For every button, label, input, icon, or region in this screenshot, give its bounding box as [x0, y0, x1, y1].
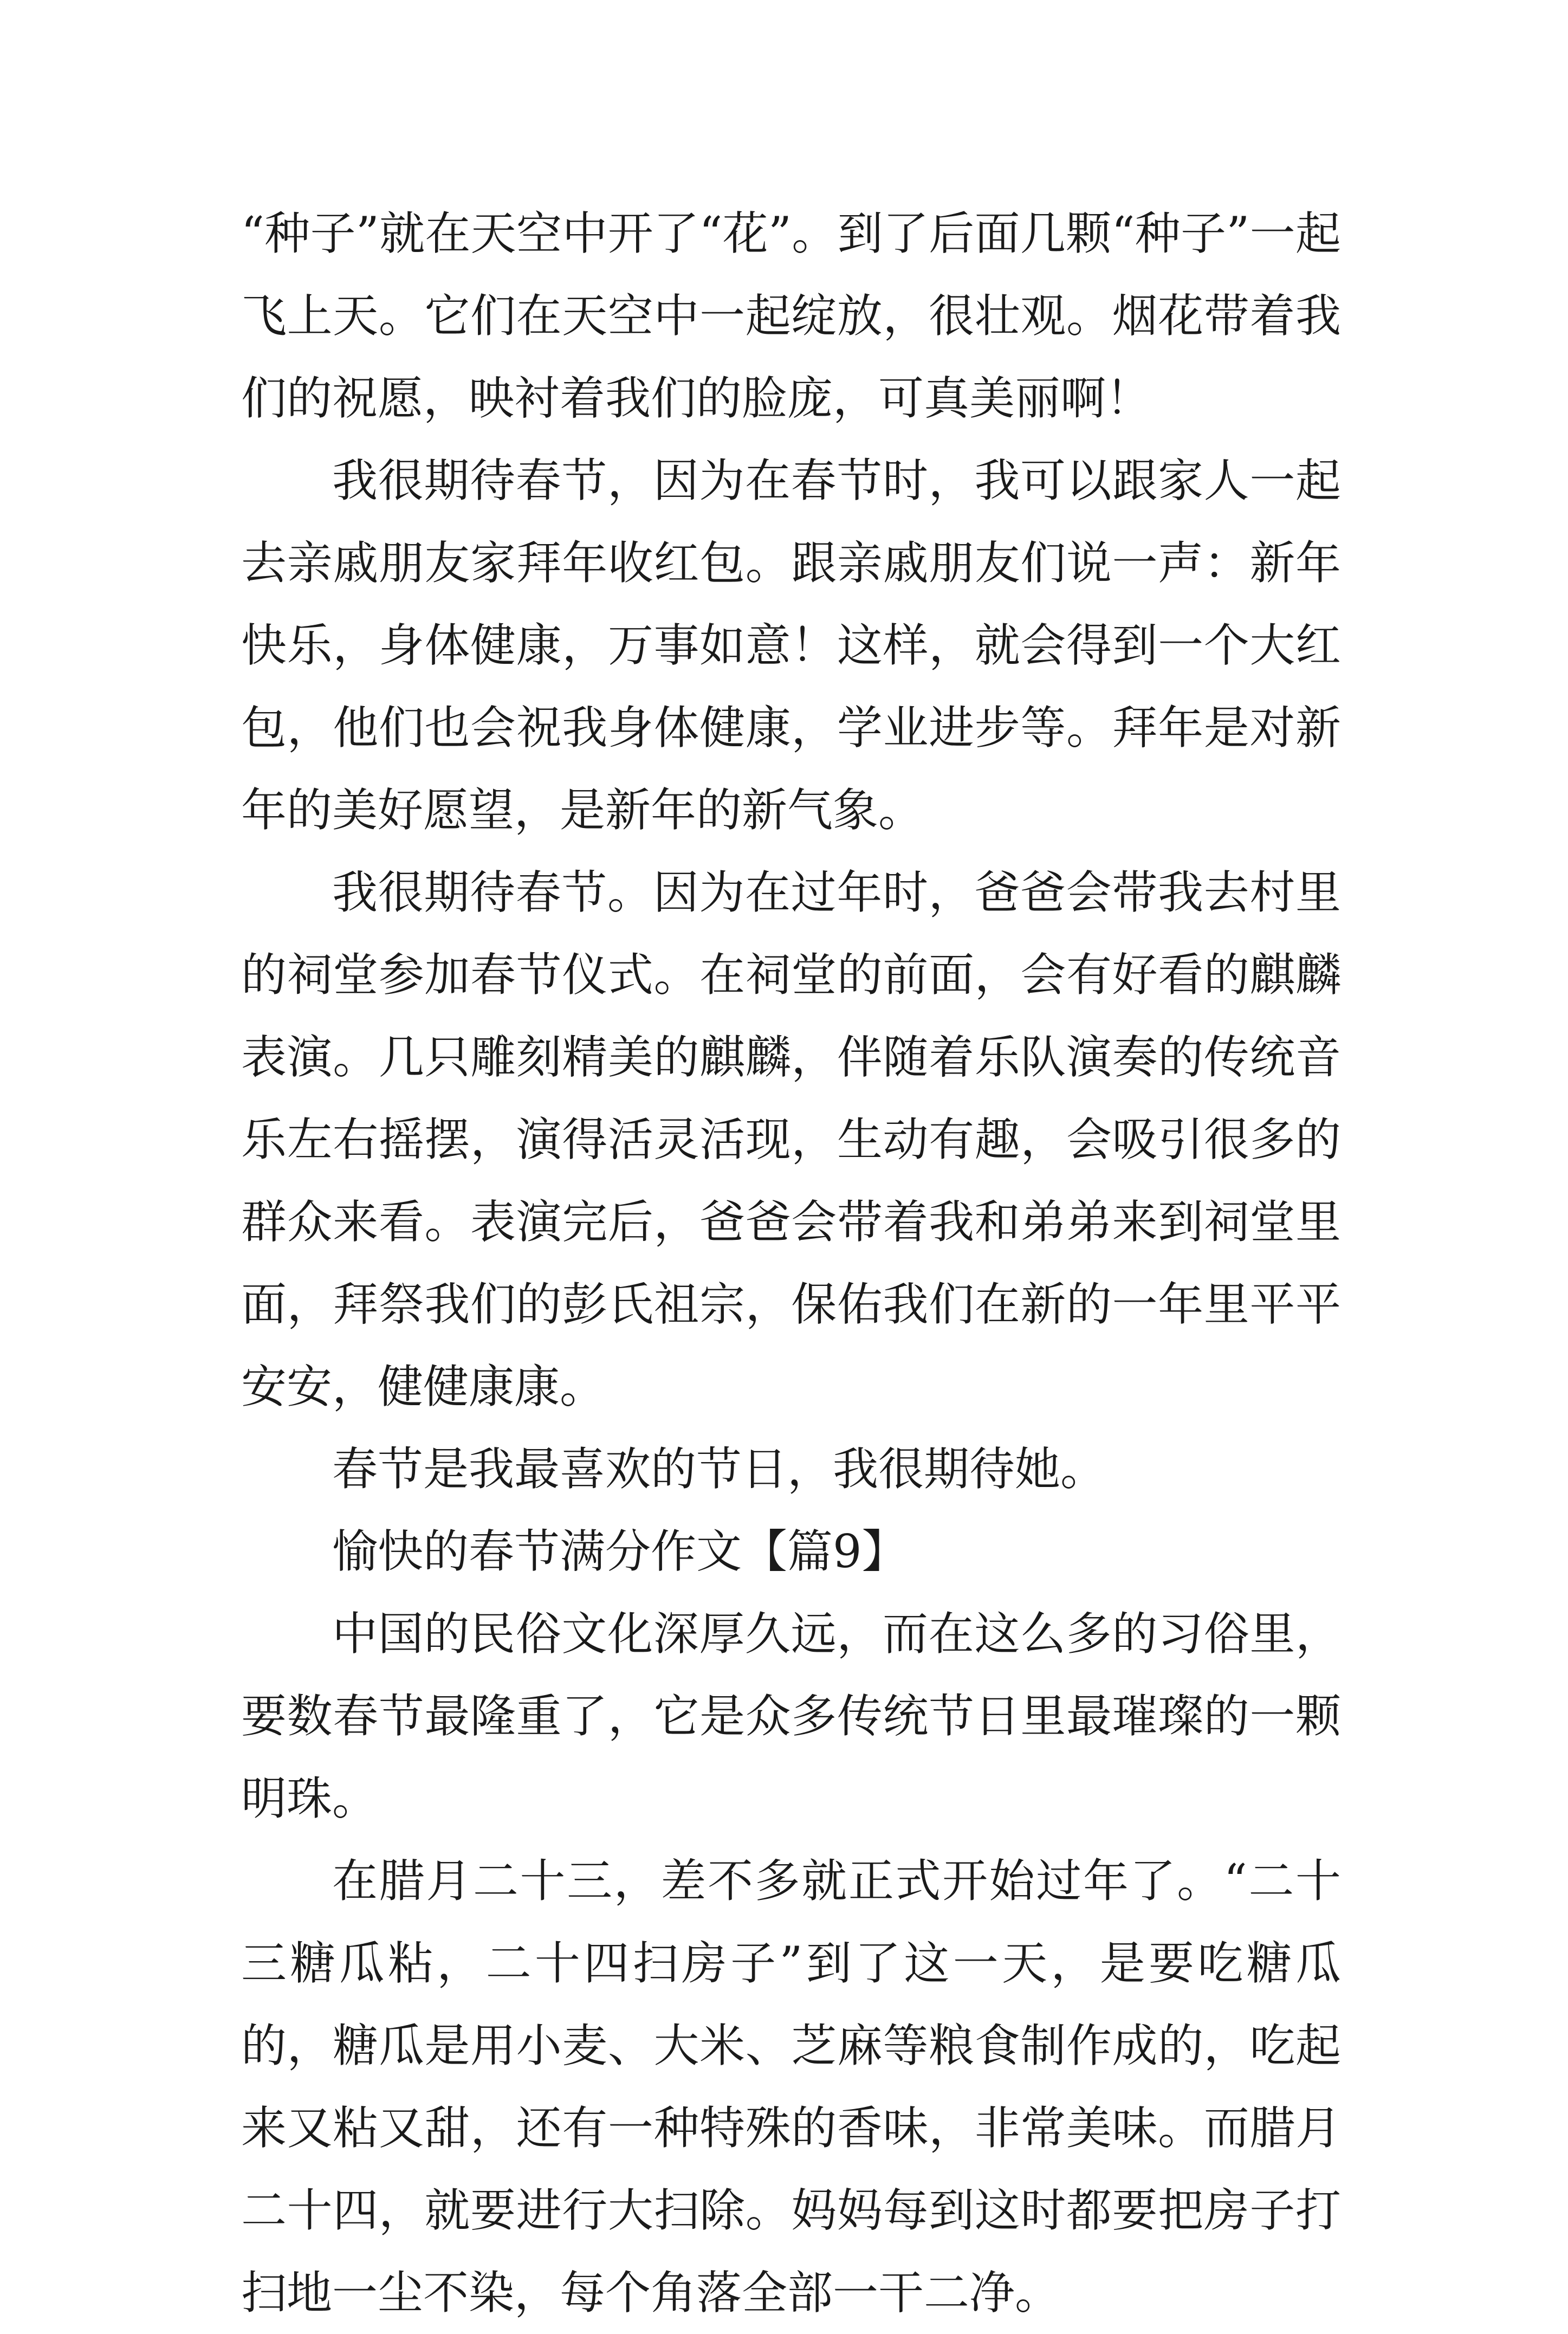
paragraph-5: 中国的民俗文化深厚久远，而在这么多的习俗里，要数春节最隆重了，它是众多传统节日里最璀璨的一颗明珠。 [241, 1607, 1341, 1825]
paragraph-1: “种子”就在天空中开了“花”。到了后面几颗“种子”一起飞上天。它们在天空中一起绽放，很壮观。烟花带着我们的祝愿，映衬着我们的脸庞，可真美丽啊！ [241, 207, 1341, 425]
paragraph-3: 我很期待春节。因为在过年时，爸爸会带我去村里的祠堂参加春节仪式。在祠堂的前面，会有好看的麒麟表演。几只雕刻精美的麒麟，伴随着乐队演奏的传统音乐左右摇摆，演得活灵活现，生动有趣，会吸引很多的群众来看。表演完后，爸爸会带着我和弟弟来到祠堂里面，拜祭我们的彭氏祖宗，保佑我们在新的一年里平平安安，健健康康。 [241, 866, 1341, 1413]
essay-body [241, 192, 1341, 2334]
section-heading: 愉快的春节满分作文【篇9】 [332, 1525, 908, 1578]
paragraph-2: 我很期待春节，因为在春节时，我可以跟家人一起去亲戚朋友家拜年收红包。跟亲戚朋友们说一声：新年快乐，身体健康，万事如意！这样，就会得到一个大红包，他们也会祝我身体健康，学业进步等。拜年是对新年的美好愿望，是新年的新气象。 [241, 454, 1341, 837]
paragraph-6: 在腊月二十三，差不多就正式开始过年了。“二十三糖瓜粘，二十四扫房子”到了这一天，是要吃糖瓜的，糖瓜是用小麦、大米、芝麻等粮食制作成的，吃起来又粘又甜，还有一种特殊的香味，非常美味。而腊月二十四，就要进行大扫除。妈妈每到这时都要把房子打扫地一尘不染，每个角落全部一干二净。 [241, 1854, 1341, 2319]
paragraph-4: 春节是我最喜欢的节日，我很期待她。 [332, 1443, 1106, 1496]
